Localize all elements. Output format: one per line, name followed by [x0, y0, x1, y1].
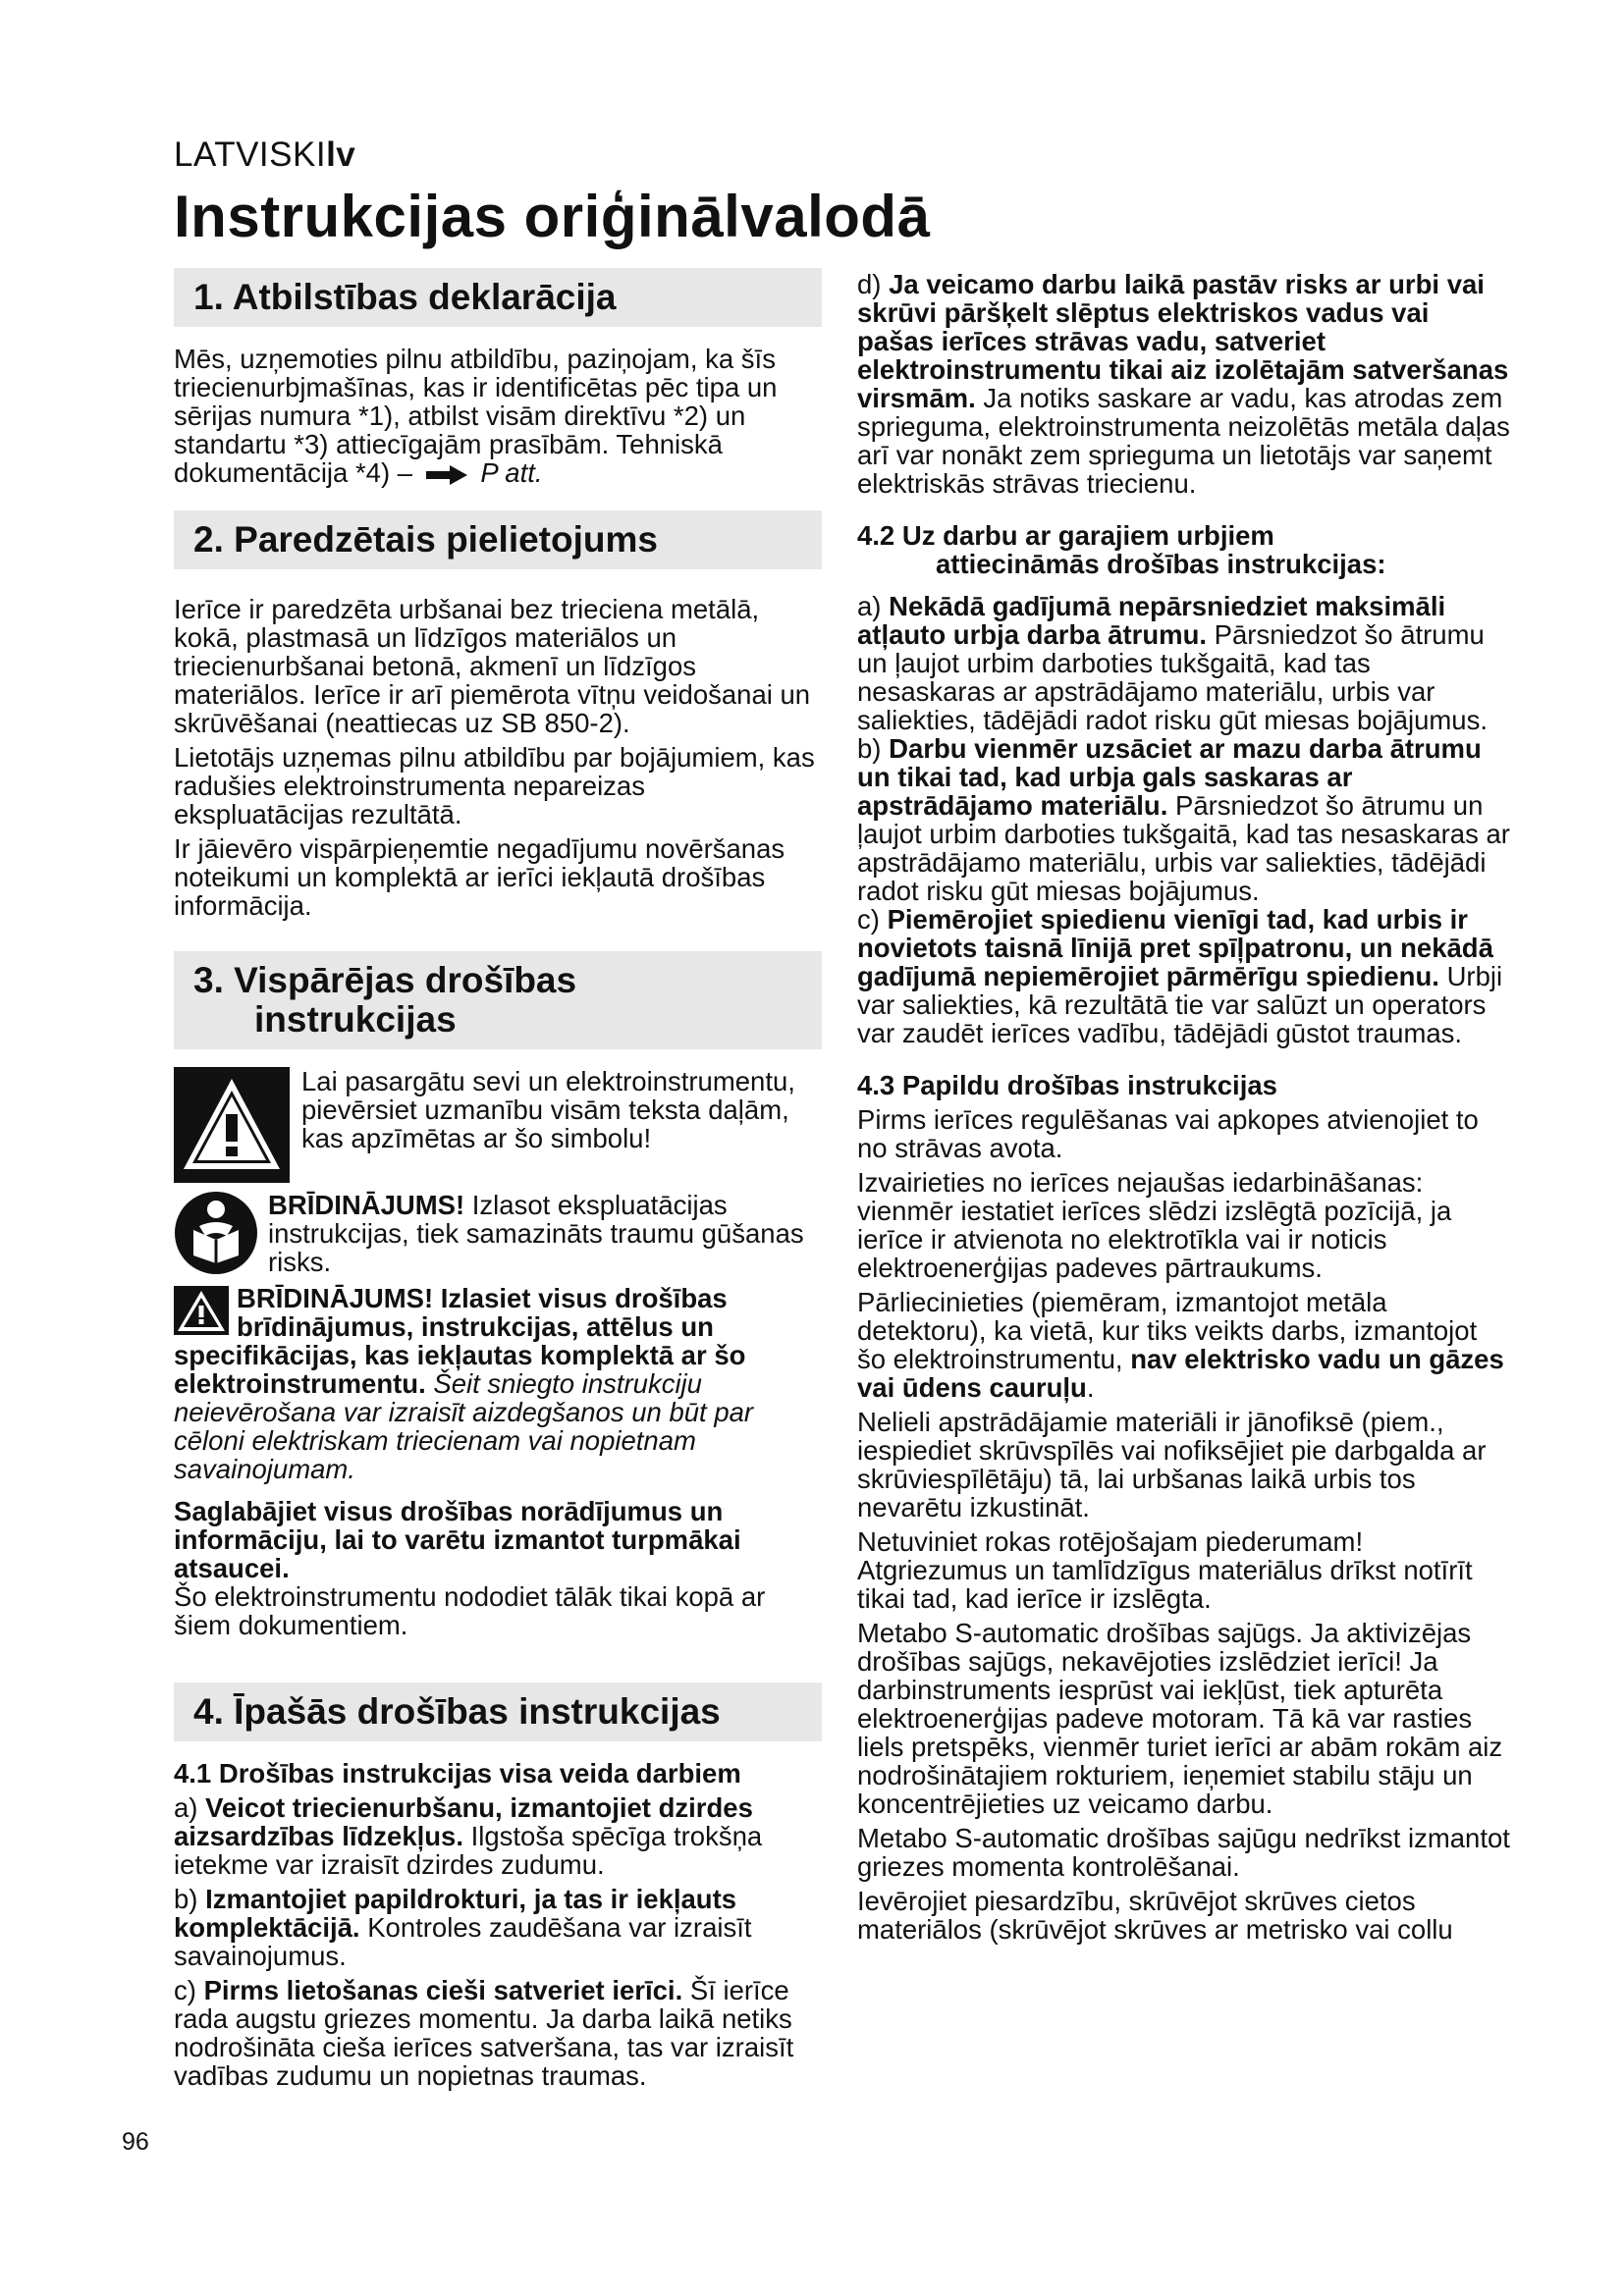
item-4-1-d-bold: Ja veicamo darbu laikā pastāv risks ar urbi vai skrūvi pāršķelt slēptus elektriskos vadus vai pašas ierīces strāvas vadu, satveriet elektroinstrumentu tikai aiz izolētajām satveršanas virsmām.: [857, 269, 1509, 413]
section-3-heading-line1: 3. Vispārējas drošības: [193, 960, 577, 1000]
item-4-1-c-text: Šī ierīce rada augstu griezes momentu. Ja darba laikā netiks nodrošināta cieša ierīces satveršana, tas var izraisīt vadības zudumu un nopietnas traumas.: [174, 1975, 794, 2091]
item-4-1-c: [174, 1976, 822, 2090]
left-column: [174, 268, 822, 2096]
item-4-2-b: [857, 734, 1510, 905]
item-letter: a): [174, 1792, 198, 1823]
keep-instructions-text: Šo elektroinstrumentu nododiet tālāk tikai kopā ar šiem dokumentiem.: [174, 1581, 766, 1640]
section-2-heading: 2. Paredzētais pielietojums: [174, 510, 822, 569]
section-1-heading: 1. Atbilstības deklarācija: [174, 268, 822, 327]
item-4-1-b: [174, 1885, 822, 1970]
language-code: lv: [326, 135, 356, 174]
section-1-body: [174, 345, 822, 487]
item-4-1-a: [174, 1793, 822, 1879]
keep-instructions-bold: Saglabājiet visus drošības norādījumus un informāciju, lai to varētu izmantot turpmākai atsaucei.: [174, 1496, 741, 1583]
subsection-4-2-heading: [857, 521, 1510, 578]
workpiece-fix-text: Nelieli apstrādājamie materiāli ir jānofiksē (piem., iespiediet skrūvspīlēs vai nofiksējiet pie darbgalda ar skrūviespīlētāju) tā, lai urbšanas laikā urbis tos nevarētu izkustināt.: [857, 1407, 1487, 1522]
item-4-2-b-bold: Darbu vienmēr uzsāciet ar mazu darba ātrumu un tikai tad, kad urbja gals saskaras ar apstrādājamo materiālu.: [857, 733, 1482, 821]
item-4-1-a-text: Ilgstoša spēcīga trokšņa ietekme var izraisīt dzirdes zudumu.: [174, 1821, 763, 1880]
detector-text-bold: nav elektrisko vadu un gāzes vai ūdens cauruļu: [857, 1344, 1504, 1403]
detector-text-post: .: [1086, 1372, 1095, 1403]
read-warning-text: Izlasot ekspluatācijas instrukcijas, tiek samazināts traumu gūšanas risks.: [268, 1190, 804, 1277]
item-4-1-a-bold: Veicot triecienurbšanu, izmantojiet dzirdes aizsardzības līdzekļus.: [174, 1792, 753, 1851]
detector-text-pre: Pārliecinieties (piemēram, izmantojot metāla detektoru), ka vietā, kur tiks veikts darbs, izmantojot šo elektroinstrumentu,: [857, 1287, 1478, 1374]
intended-use-text: Ierīce ir paredzēta urbšanai bez trieciena metālā, kokā, plastmasā un līdzīgos materiālos un triecienurbšanai betonā, akmenī un līdzīgos materiālos. Ierīce ir arī piemērota vītņu veidošanai un skrūvēšanai (neattiecas uz SB 850-2).: [174, 594, 811, 738]
item-4-1-b-text: Kontroles zaudēšana var izraisīt savainojumus.: [174, 1912, 752, 1971]
item-letter: a): [857, 591, 882, 621]
rotating-accessory-text: Netuviniet rokas rotējošajam piederumam! Atgriezumus un tamlīdzīgus materiālus drīkst notīrīt tikai tad, kad ierīce ir izslēgta.: [857, 1526, 1473, 1614]
accident-prevention-text: Ir jāievēro vispārpieņemtie negadījumu novēršanas noteikumi un komplektā ar ierīci iekļautā drošības informācija.: [174, 833, 785, 921]
figure-reference: P att.: [480, 457, 543, 488]
page-title: Instrukcijas oriģinālvalodā: [174, 184, 931, 249]
item-4-2-b-text: Pārsniedzot šo ātrumu un ļaujot urbim darboties tukšgaitā, kad tas nesaskaras ar apstrādājamo materiālu, urbis var saliekties, tādējādi radot risku gūt miesas bojājumus.: [857, 790, 1510, 906]
item-4-1-b-bold: Izmantojiet papildrokturi, ja tas ir iekļauts komplektācijā.: [174, 1884, 737, 1943]
disconnect-text: Pirms ierīces regulēšanas vai apkopes atvienojiet to no strāvas avota.: [857, 1104, 1479, 1163]
item-4-1-d: [857, 270, 1510, 498]
keep-instructions: [174, 1497, 822, 1639]
safety-clutch-text: Metabo S-automatic drošības sajūgs. Ja aktivizējas drošības sajūgs, nekavējoties izslēdziet ierīci! Ja darbinstruments iesprūst vai iekļūst, tiek apturēta elektroenerģijas padeve motoram. Tā kā var rasties liels pretspēks, vienmēr turiet ierīci ar abām rokām aiz nodrošinātajiem rokturiem, ieņemiet stabilu stāju un koncentrējieties uz veicamo darbu.: [857, 1618, 1503, 1819]
detector-text: [857, 1288, 1510, 1402]
item-letter: b): [857, 733, 882, 764]
warning-symbol-text: Lai pasargātu sevi un elektroinstrumentu, pievērsiet uzmanību visām teksta daļām, kas apzīmētas ar šo simbolu!: [301, 1066, 795, 1153]
warning-small-icon: [174, 1286, 229, 1335]
item-4-2-a-bold: Nekādā gadījumā nepārsniedziet maksimāli atļauto urbja darba ātrumu.: [857, 591, 1446, 650]
item-letter: c): [174, 1975, 196, 2005]
item-4-2-c: [857, 905, 1510, 1047]
language-name: LATVISKI: [174, 135, 327, 174]
item-letter: d): [857, 269, 882, 299]
subsection-4-2-line2: attiecināmās drošības instrukcijas:: [936, 549, 1386, 579]
right-column: [857, 270, 1510, 1949]
warning-triangle-icon: [174, 1067, 290, 1183]
subsection-4-2-line1: 4.2 Uz darbu ar garajiem urbjiem: [857, 520, 1274, 551]
item-4-1-d-text: Ja notiks saskare ar vadu, kas atrodas zem sprieguma, elektroinstrumenta neizolētās metāla daļas arī var nonākt zem sprieguma un lietotājs var saņemt elektriskās strāvas triecienu.: [857, 383, 1510, 499]
item-4-2-c-text: Urbji var saliekties, kā rezultātā tie var salūzt un operators var zaudēt ierīces vadību, tādējādi gūstot traumas.: [857, 961, 1503, 1048]
section-3-heading-line2: instrukcijas: [254, 999, 457, 1040]
general-warning: [174, 1284, 822, 1483]
read-manual-row: [174, 1191, 822, 1276]
item-4-2-a-text: Pārsniedzot šo ātrumu un ļaujot urbim darboties tukšgaitā, kad tas nesaskaras ar apstrādājamo materiālu, urbis var saliekties, tādējādi radot risku gūt miesas bojājumus.: [857, 619, 1488, 735]
language-label: [174, 135, 355, 175]
declaration-text: Mēs, uzņemoties pilnu atbildību, paziņojam, ka šīs triecienurbjmašīnas, kas ir identificētas pēc tipa un sērijas numura *1), atbilst visām direktīvu *2) un standartu *3) attiecīgajām prasībām. Tehniskā dokumentācija *4) –: [174, 344, 778, 488]
section-3-heading: [174, 951, 822, 1049]
read-manual-icon: [174, 1191, 258, 1275]
read-manual-warning: [268, 1191, 822, 1276]
general-warning-italic: Šeit sniegto instrukciju neievērošana var izraisīt aizdegšanos un būt par cēloni elektriskam triecienam vai nopietnam savainojumam.: [174, 1368, 754, 1484]
accidental-start-text: Izvairieties no ierīces nejaušas iedarbināšanas: vienmēr iestatiet ierīces slēdzi izslēgtā pozīcijā, ja ierīce ir atvienota no elektrotīkla vai ir noticis elektroenerģijas padeves pārtraukums.: [857, 1167, 1452, 1283]
general-warning-bold: BRĪDINĀJUMS! Izlasiet visus drošības brīdinājumus, instrukcijas, attēlus un specifikācijas, kas iekļautas komplektā ar šo elektroinstrumentu.: [174, 1283, 746, 1399]
item-letter: c): [857, 904, 880, 934]
hard-materials-text: Ievērojiet piesardzību, skrūvējot skrūves cietos materiālos (skrūvējot skrūves ar metrisko vai collu: [857, 1886, 1453, 1945]
read-warning-label: BRĪDINĀJUMS!: [268, 1190, 465, 1220]
item-4-2-c-bold: Piemērojiet spiedienu vienīgi tad, kad urbis ir novietots taisnā līnijā pret spīļpatronu, un nekādā gadījumā nepiemērojiet pārmērīgu spiedienu.: [857, 904, 1493, 991]
item-4-2-a: [857, 592, 1510, 734]
clutch-torque-text: Metabo S-automatic drošības sajūgu nedrīkst izmantot griezes momenta kontrolēšanai.: [857, 1823, 1510, 1882]
arrow-right-icon: [426, 465, 467, 485]
liability-text: Lietotājs uzņemas pilnu atbildību par bojājumiem, kas radušies elektroinstrumenta nepareizas ekspluatācijas rezultātā.: [174, 742, 815, 829]
section-4-heading: 4. Īpašās drošības instrukcijas: [174, 1682, 822, 1741]
item-letter: b): [174, 1884, 198, 1914]
item-4-1-c-bold: Pirms lietošanas cieši satveriet ierīci.: [203, 1975, 683, 2005]
subsection-4-1-heading: 4.1 Drošības instrukcijas visa veida darbiem: [174, 1758, 741, 1789]
page-number: 96: [122, 2128, 149, 2156]
warning-symbol-row: [174, 1067, 822, 1183]
subsection-4-3-heading: 4.3 Papildu drošības instrukcijas: [857, 1070, 1277, 1100]
